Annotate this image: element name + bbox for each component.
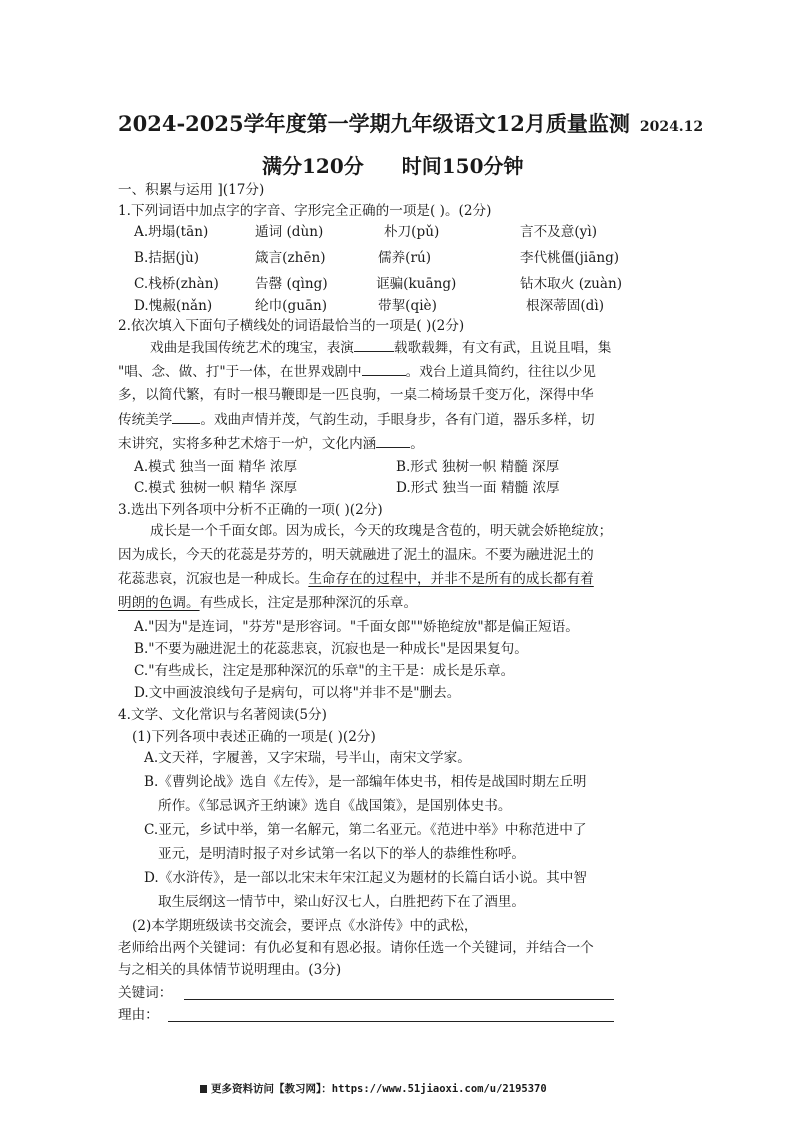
q4-sub2-line-3: 与之相关的具体情节说明理由。(3分) (118, 962, 342, 978)
q1-option-a1: A.坍塌(tān) (134, 224, 209, 240)
q2-stem: 2.依次填入下面句子横线处的词语最恰当的一项是( )(2分) (118, 318, 465, 334)
q4-option-d-1: D.《水浒传》，是一部以北宋末年宋江起义为题材的长篇白话小说。其中智 (144, 870, 587, 886)
q3-option-a: A."因为"是连词，"芬芳"是形容词。"千面女郎""娇艳绽放"都是偏正短语。 (134, 619, 579, 635)
q1-option-c2: 告罄 (qìng) (255, 276, 328, 292)
q1-option-b3: 儒养(rú) (378, 250, 432, 266)
footer (200, 1081, 547, 1096)
exam-date: 2024.12 (639, 119, 704, 135)
q1-option-d1: D.愧赧(nǎn) (134, 298, 213, 314)
q4-sub2-line-1: (2)本学期班级读书交流会，要评点《水浒传》中的武松， (132, 918, 478, 934)
q4-option-c-2: 亚元，是明清时报子对乡试第一名以下的举人的恭维性称呼。 (158, 846, 526, 862)
footer-link[interactable]: 更多资料访问【教习网】：https://www.51jiaoxi.com/u/2195370 (211, 1083, 547, 1095)
q1-option-a4: 言不及意(yì) (520, 224, 598, 240)
q1-option-d4: 根深蒂固(dì) (526, 298, 605, 314)
q1-option-d3: 带挈(qiè) (378, 298, 437, 314)
q1-option-c4: 钻木取火 (zuàn) (520, 276, 623, 292)
q1-option-b4: 李代桃僵(jiāng) (520, 250, 620, 266)
q4-option-c-1: C.亚元，乡试中举，第一名解元，第二名亚元。《范进中举》中称范进中了 (144, 822, 587, 838)
q3-stem: 3.选出下列各项中分析不正确的一项( )(2分) (118, 502, 383, 518)
q3-line-4: 明朗的色调。有些成长，注定是那种深沉的乐章。 (118, 595, 418, 611)
q2-line-2: "唱、念、做、打"于一体，在世界戏剧中 。戏台上道具简约，往往以少见 (118, 361, 596, 382)
q4-option-b-1: B.《曹刿论战》选自《左传》，是一部编年体史书，相传是战国时期左丘明 (144, 774, 587, 790)
q3-option-c: C."有些成长，注定是那种深沉的乐章"的主干是：成长是乐章。 (134, 663, 515, 679)
q1-option-a3: 朴刀(pǔ) (384, 224, 440, 240)
exam-title (118, 108, 703, 138)
q3-line-3: 花蕊悲哀，沉寂也是一种成长。生命存在的过程中，并非不是所有的成长都有着 (118, 571, 594, 587)
flag-icon (200, 1085, 207, 1093)
q2-blank-3 (172, 409, 200, 424)
q4-stem: 4.文学、文化常识与名著阅读(5分) (118, 707, 327, 723)
reason-answer-line[interactable] (168, 1021, 614, 1022)
q4-option-a: A.文天祥，字履善，又字宋瑞，号半山，南宋文学家。 (144, 750, 471, 766)
section-heading: 一、积累与运用 ](17分) (118, 182, 265, 198)
q1-option-c1: C.栈桥(zhàn) (134, 276, 219, 292)
q1-option-d2: 纶巾(guān) (255, 298, 328, 314)
q1-option-c3: 诓骗(kuāng) (376, 276, 457, 292)
q2-option-d: D.形式 独当一面 精髓 浓厚 (396, 480, 560, 496)
exam-title-text: 2024-2025学年度第一学期九年级语文12月质量监测 (118, 111, 630, 136)
q3-line-1: 成长是一个千面女郎。因为成长，今天的玫瑰是含苞的，明天就会娇艳绽放； (150, 523, 613, 539)
keyword-label: 关键词： (118, 985, 173, 1001)
q2-option-c: C.模式 独树一帜 精华 深厚 (134, 480, 298, 496)
q2-line-4: 传统美学 。戏曲声情并茂，气韵生动，手眼身步，各有门道，器乐多样，切 (118, 409, 595, 430)
total-score: 满分120分 (262, 154, 364, 178)
q3-underlined-end: 明朗的色调。 (118, 595, 200, 611)
q4-sub2-line-2: 老师给出两个关键词：有仇必复和有恩必报。请你任选一个关键词，并结合一个 (118, 940, 594, 956)
exam-duration: 时间150分钟 (401, 154, 524, 178)
q2-line-5: 末讲究，实将多种艺术熔于一炉，文化内涵 。 (118, 433, 424, 454)
q2-blank-4 (376, 433, 410, 448)
q2-option-a: A.模式 独当一面 精华 浓厚 (134, 459, 298, 475)
q2-blank-2 (362, 361, 406, 376)
q3-line-2: 因为成长，今天的花蕊是芬芳的，明天就融进了泥土的温床。不要为融进泥土的 (118, 547, 594, 563)
q3-underlined-sentence: 生命存在的过程中，并非不是所有的成长都有着 (308, 571, 594, 587)
q1-stem: 1.下列词语中加点字的字音、字形完全正确的一项是( )。(2分) (118, 203, 492, 219)
q3-option-b: B."不要为融进泥土的花蕊悲哀，沉寂也是一种成长"是因果复句。 (134, 641, 528, 657)
q1-option-b2: 箴言(zhēn) (255, 250, 326, 266)
q4-sub1-stem: (1)下列各项中表述正确的一项是( )(2分) (132, 729, 376, 745)
q3-option-d: D.文中画波浪线句子是病句，可以将"并非不是"删去。 (134, 685, 461, 701)
q4-option-d-2: 取生辰纲这一情节中，梁山好汉七人，白胜把药下在了酒里。 (158, 894, 526, 910)
q2-line-3: 多，以简代繁，有时一根马鞭即是一匹良驹，一桌二椅场景千变万化，深得中华 (118, 387, 594, 403)
q4-option-b-2: 所作。《邹忌讽齐王纳谏》选自《战国策》，是国别体史书。 (158, 798, 512, 814)
q2-option-b: B.形式 独树一帜 精髓 深厚 (396, 459, 560, 475)
q2-line-1: 戏曲是我国传统艺术的瑰宝，表演 载歌载舞，有文有武，且说且唱，集 (150, 337, 611, 358)
keyword-answer-line[interactable] (184, 999, 614, 1000)
q2-blank-1 (354, 337, 394, 352)
q1-option-a2: 遁词 (dùn) (255, 224, 324, 240)
q1-option-b1: B.拮据(jù) (134, 250, 200, 266)
reason-label: 理由： (118, 1007, 159, 1023)
exam-subtitle (262, 150, 524, 179)
